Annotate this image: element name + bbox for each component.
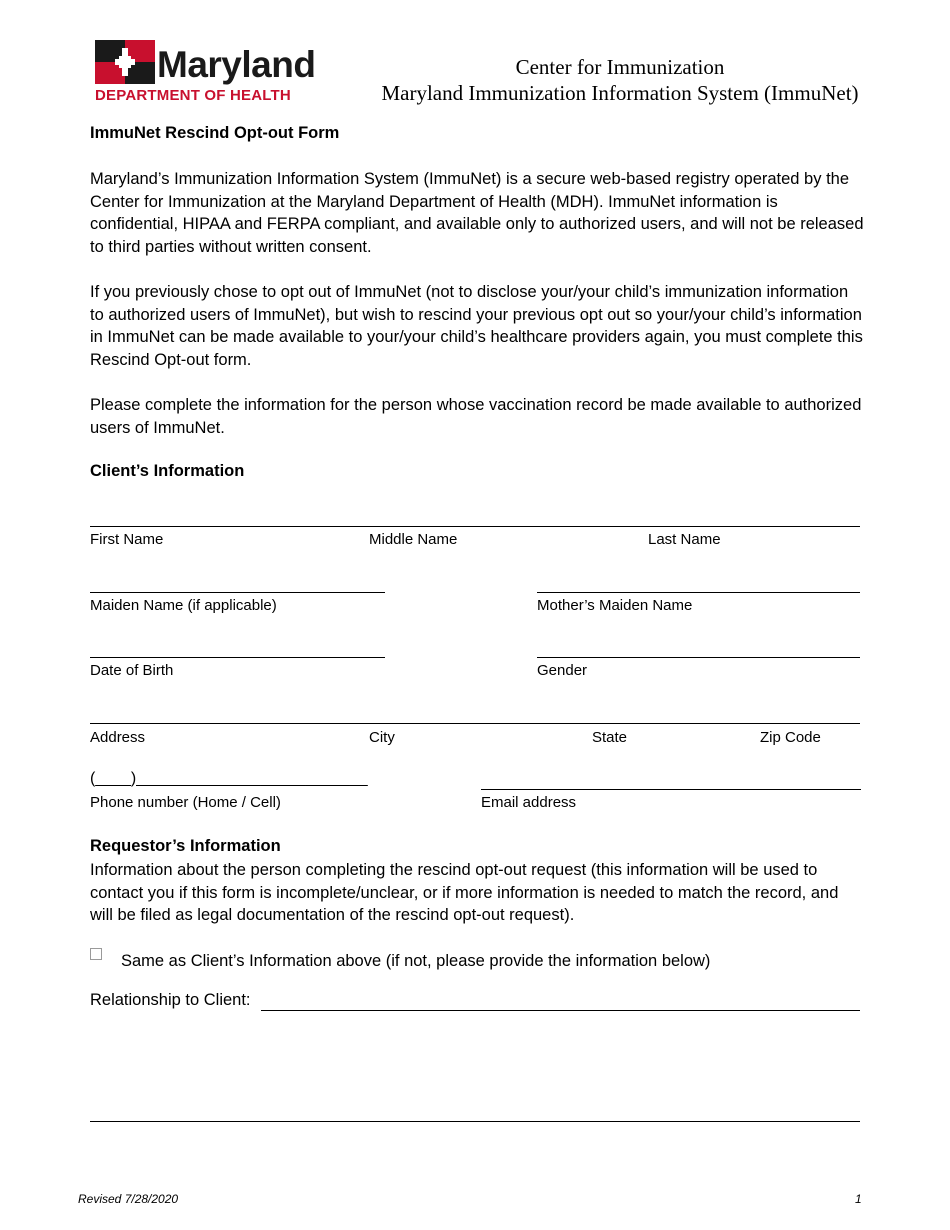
phone-field[interactable]: (____)__________________________ [90, 770, 368, 787]
middle-name-label: Middle Name [369, 531, 458, 548]
email-field[interactable] [481, 789, 861, 790]
maryland-health-logo [95, 38, 345, 108]
gender-field[interactable] [537, 657, 860, 658]
requestor-description: Information about the person completing the rescind opt-out request (this information will be used to contact you if this form is incomplete/unclear, or if more information is needed to match the record, and will be filed as legal documentation of the rescind opt-out request). [90, 861, 839, 924]
header-system-name: Maryland Immunization Information System (ImmuNet) [381, 81, 859, 105]
email-label: Email address [481, 794, 577, 811]
revision-date: Revised 7/28/2020 [78, 1192, 179, 1206]
instructions-paragraph: Please complete the information for the person whose vaccination record be made available to authorized users of ImmuNet. [90, 396, 862, 437]
logo-department: DEPARTMENT OF HEALTH [95, 87, 291, 104]
logo-wordmark: Maryland [157, 44, 316, 85]
page-number: 1 [855, 1192, 862, 1206]
same-as-client-checkbox[interactable] [90, 948, 102, 960]
intro-paragraph: Maryland’s Immunization Information System (ImmuNet) is a secure web-based registry operated by the Center for Immunization at the Maryland Department of Health (MDH). ImmuNet information is confidential, HIPAA and FERPA compliant, and available only to authorized users, and will not be released to third parties without written consent. [90, 170, 864, 256]
relationship-label: Relationship to Client: [90, 991, 251, 1009]
relationship-field[interactable] [261, 1010, 860, 1011]
page-header [360, 54, 880, 106]
mothers-maiden-name-field[interactable] [537, 592, 860, 593]
phone-label: Phone number (Home / Cell) [90, 794, 281, 811]
city-label: City [369, 729, 395, 746]
form-title: ImmuNet Rescind Opt-out Form [90, 124, 340, 142]
maryland-flag-icon [95, 40, 155, 84]
name-field-line[interactable] [90, 526, 860, 527]
maiden-name-field[interactable] [90, 592, 385, 593]
first-name-label: First Name [90, 531, 164, 548]
requestor-section-title: Requestor’s Information [90, 837, 281, 855]
maiden-name-label: Maiden Name (if applicable) [90, 597, 277, 614]
dob-label: Date of Birth [90, 662, 174, 679]
rescind-paragraph: If you previously chose to opt out of ImmuNet (not to disclose your/your child’s immunization information to authorized users of ImmuNet), but wish to rescind your previous opt out so your/your child’s information in ImmuNet can be made available to your/your child’s healthcare providers again, you must complete this Rescind Opt-out form. [90, 283, 863, 369]
state-label: State [592, 729, 628, 746]
header-center-name: Center for Immunization [515, 55, 725, 79]
same-as-client-label: Same as Client’s Information above (if not, please provide the information below) [121, 952, 711, 970]
last-name-label: Last Name [648, 531, 721, 548]
address-label: Address [90, 729, 146, 746]
mothers-maiden-name-label: Mother’s Maiden Name [537, 597, 693, 614]
dob-field[interactable] [90, 657, 385, 658]
client-section-title: Client’s Information [90, 462, 245, 480]
address-field-line[interactable] [90, 723, 860, 724]
requestor-field-line[interactable] [90, 1121, 860, 1122]
gender-label: Gender [537, 662, 588, 679]
zip-label: Zip Code [760, 729, 821, 746]
